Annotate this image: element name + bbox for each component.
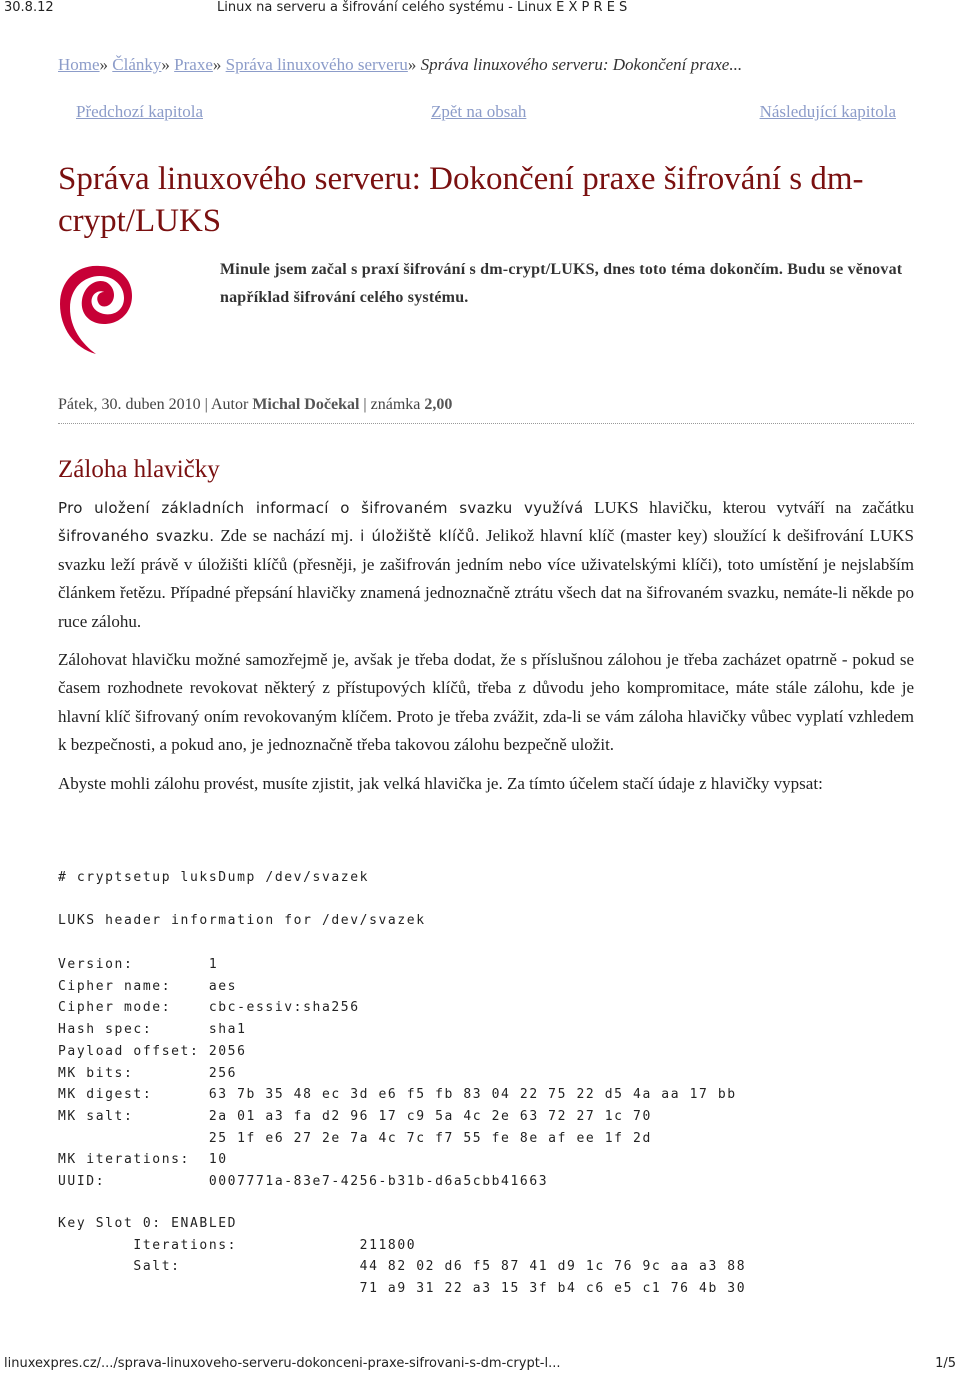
paragraph-1 <box>58 494 914 636</box>
paragraph-1-part-b: LUKS hlavičku, kterou vytváří na začátku <box>583 498 914 517</box>
breadcrumb <box>58 55 742 75</box>
breadcrumb-separator: » <box>99 55 109 74</box>
debian-logo-icon <box>56 258 136 358</box>
article-date: Pátek, 30. duben 2010 <box>58 396 201 413</box>
article-title: Správa linuxového serveru: Dokončení praxe šifrování s dm-crypt/LUKS <box>58 161 864 239</box>
meta-divider: | <box>204 396 208 413</box>
print-url: linuxexpres.cz/.../sprava-linuxoveho-serveru-dokonceni-praxe-sifrovani-s-dm-crypt-l... <box>4 1356 561 1371</box>
article-perex: Minule jsem začal s praxí šifrování s dm-crypt/LUKS, dnes toto téma dokončím. Budu se věnovat například šifrování celého systému. <box>220 261 903 306</box>
breadcrumb-sprava-serveru[interactable]: Správa linuxového serveru <box>225 55 408 74</box>
breadcrumb-praxe[interactable]: Praxe <box>174 55 213 74</box>
print-header <box>0 0 960 16</box>
next-chapter-link[interactable]: Následující kapitola <box>759 102 896 121</box>
paragraph-1-part-e: i úložiště klíčů. <box>353 527 480 546</box>
breadcrumb-clanky[interactable]: Články <box>112 55 162 74</box>
article-grade: 2,00 <box>424 396 453 413</box>
author-label: Autor <box>210 396 249 413</box>
print-footer <box>0 1356 960 1374</box>
grade-label: známka <box>370 396 421 413</box>
article-body <box>58 494 914 808</box>
code-key-slot: Key Slot 0: ENABLED Iterations: 211800 Salt: 44 82 02 d6 f5 87 41 d9 1c 76 9c aa a3 88 71 a9 31 22 a3 15 3f b4 c6 e5 c1 76 4b 30 <box>58 1216 747 1297</box>
code-header-line: LUKS header information for /dev/svazek <box>58 913 426 928</box>
code-command: # cryptsetup luksDump /dev/svazek <box>58 870 370 885</box>
breadcrumb-separator: » <box>161 55 170 74</box>
paragraph-2: Zálohovat hlavičku možné samozřejmě je, avšak je třeba dodat, že s příslušnou zálohou je třeba zacházet opatrně - pokud se časem rozhodnete revokovat některý z přístupových klíčů, třeba z důvodu jeho kompromitace, máte stále zálohu, kde je hlavní klíč šifrovaný oním revokovaným klíčem. Proto je třeba zvážit, zda-li se vám záloha hlavičky vůbec vyplatí vzhledem k bezpečnosti, a pokud ano, je jednoznačně třeba takovou zálohu bezpečně uložit. <box>58 650 914 755</box>
previous-chapter-link[interactable]: Předchozí kapitola <box>76 102 203 121</box>
meta-divider: | <box>363 396 367 413</box>
back-to-contents-link[interactable]: Zpět na obsah <box>431 102 527 121</box>
chapter-navigation <box>76 102 896 124</box>
paragraph-1-part-d: Zde se nachází mj. <box>214 526 354 546</box>
breadcrumb-current: Správa linuxového serveru: Dokončení praxe... <box>420 55 743 74</box>
paragraph-1-part-a: Pro uložení základních informací o šifrovaném svazku využívá <box>58 499 584 517</box>
paragraph-3: Abyste mohli zálohu provést, musíte zjistit, jak velká hlavička je. Za tímto účelem stačí údaje z hlavičky vypsat: <box>58 773 823 793</box>
code-luks-fields: Version: 1 Cipher name: aes Cipher mode: cbc-essiv:sha256 Hash spec: sha1 Payload offset: 2056 MK bits: 256 MK digest: 63 7b 35 48 ec 3d e6 f5 fb 83 04 22 75 22 d5 4a aa 17 bb MK salt: 2a 01 a3 fa d2 96 17 c9 5a 4c 2e 63 72 27 1c 70 25 1f e6 27 2e 7a 4c 7c f7 55 fe 8e af ee 1f 2d MK iterations: 10 UUID: 0007771a-83e7-4256-b31b-d6a5cbb41663 <box>58 957 737 1190</box>
paragraph-1-part-f: Jelikož hlavní klíč (master key) sloužící k dešifrování LUKS svazku leží právě v úložišti klíčů (přesněji, je zašifrován jedním nebo více uživatelskými klíči), toto umístění je nejslabším článkem řetězu. Případné přepsání hlavičky znamená jednoznačně ztrátu všech dat na šifrovaném svazku, nemáte-li někde po ruce zálohu. <box>58 526 915 631</box>
paragraph-1-part-c: šifrovaného svazku. <box>58 527 215 546</box>
print-date: 30.8.12 <box>4 0 54 15</box>
debian-swirl-icon <box>56 258 136 358</box>
breadcrumb-separator: » <box>407 55 417 74</box>
breadcrumb-separator: » <box>212 55 222 74</box>
section-heading: Záloha hlavičky <box>58 456 220 483</box>
page-number: 1/5 <box>935 1356 956 1371</box>
author-name[interactable]: Michal Dočekal <box>252 396 360 413</box>
breadcrumb-home[interactable]: Home <box>58 55 100 74</box>
article-meta <box>58 396 914 424</box>
print-page-title: Linux na serveru a šifrování celého systému - Linux E X P R E S <box>217 0 628 15</box>
